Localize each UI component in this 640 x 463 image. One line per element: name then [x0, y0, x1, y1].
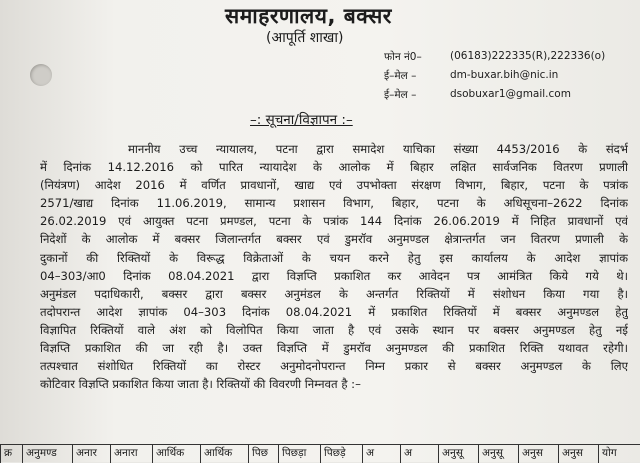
table-header-cell: अनुसू	[438, 445, 478, 463]
table-header-cell: योग	[598, 445, 640, 463]
notice-line: कोटिवार विज्ञप्ति प्रकाशित किया जाता है। रिक्तियों की विवरणी निम्नवत है :–	[40, 377, 361, 392]
email2-value: dsobuxar1@gmail.com	[450, 88, 571, 100]
table-header-cell: अ	[362, 445, 400, 463]
table-header-cell: अनुमण्ड	[22, 445, 72, 463]
notice-line: 26.02.2019 एवं आयुक्त पटना प्रमण्डल, पटना के पत्रांक 144 दिनांक 26.06.2019 में निहित प्रावधानों एवं	[40, 214, 628, 229]
email1-label: ई–मेल –	[384, 70, 417, 82]
notice-line: तदोपरान्त आदेश ज्ञापांक 04–303 दिनांक 08.04.2021 में प्रकाशित रिक्तियों में बक्सर अनुमण्डल हेतु	[40, 304, 628, 319]
notice-line: निदेशों के आलोक में बक्सर जिलान्तर्गत बक्सर एवं डुमरॉव अनुमण्डल क्षेत्रान्तर्गत जन वितरण प्रणाली के	[40, 232, 628, 247]
table-header-cell: अ	[400, 445, 438, 463]
table-header-cell: आर्थिक	[200, 445, 248, 463]
notice-body	[40, 140, 628, 393]
notice-line: दुकानों की रिक्तियों के विरूद्ध विक्रेताओं के चयन करने हेतु इस कार्यालय के आदेश ज्ञापांक	[40, 250, 628, 265]
notice-heading: –: सूचना/विज्ञापन :–	[250, 112, 353, 128]
notice-line: में दिनांक 14.12.2016 को पारित न्यायादेश के आलोक में बिहार लक्षित सार्वजनिक वितरण प्रणाली	[40, 160, 628, 175]
table-header-cell: अनारा	[110, 445, 152, 463]
table-header-cell: पिछड़ा	[278, 445, 320, 463]
notice-line: तत्पश्चात संशोधित रिक्तियों का रोस्टर अनुमोदनोपरान्त निम्न प्रकार से बक्सर अनुमण्डल के लिए	[40, 359, 628, 374]
office-title: समाहरणालय, बक्सर	[225, 4, 392, 28]
office-subtitle: (आपूर्ति शाखा)	[266, 30, 344, 46]
notice-line: माननीय उच्च न्यायालय, पटना द्वारा समादेश याचिका संख्या 4453/2016 के संदर्भ	[128, 142, 628, 156]
table-header-cell: पिछ	[248, 445, 278, 463]
notice-line: (नियंत्रण) आदेश 2016 में वर्णित प्रावधानों, खाद्य एवं उपभोक्ता संरक्षण विभाग, बिहार, पटना के पत्रांक	[40, 178, 628, 193]
email2-label: ई–मेल –	[384, 89, 417, 101]
table-header-cell: अनुस	[518, 445, 558, 463]
table-header-cell: अनुसू	[478, 445, 518, 463]
punch-hole	[30, 64, 52, 86]
notice-line: 04–303/आ0 दिनांक 08.04.2021 द्वारा विज्ञप्ति प्रकाशित कर आवेदन पत्र आमंत्रित किये गये थे।	[40, 268, 628, 283]
phone-value: (06183)222335(R),222336(o)	[450, 50, 606, 62]
contact-email-2	[384, 88, 571, 102]
vacancy-table-header	[0, 444, 640, 463]
table-header-cell: अनार	[72, 445, 110, 463]
table-header-cell: अनुस	[558, 445, 598, 463]
contact-email-1	[384, 69, 558, 83]
table-header-cell: क्र	[0, 445, 22, 463]
notice-line: 2571/खाद्य दिनांक 11.06.2019, सामान्य प्रशासन विभाग, बिहार, पटना के अधिसूचना–2622 दिनांक	[40, 196, 628, 211]
phone-label: फोन नं0–	[384, 51, 422, 63]
table-header-cell: पिछड़े	[320, 445, 362, 463]
notice-line: विज्ञापित रिक्तियों वाले अंश को विलोपित किया जाता है एवं उसके स्थान पर बक्सर अनुमण्डल हेतु नई	[40, 322, 628, 337]
notice-line: अनुमंडल पदाधिकारी, बक्सर द्वारा बक्सर अनुमंडल के अन्तर्गत रिक्तियों में संशोधन किया गया है।	[40, 286, 628, 301]
contact-phone	[384, 50, 605, 64]
email1-value: dm-buxar.bih@nic.in	[450, 69, 559, 81]
table-header-cell: आर्थिक	[152, 445, 200, 463]
notice-line: विज्ञप्ति प्रकाशित की जा रही है। उक्त विज्ञप्ति में डुमरॉव अनुमण्डल की प्रकाशित रिक्ति यथावत रहेगी।	[40, 341, 628, 356]
